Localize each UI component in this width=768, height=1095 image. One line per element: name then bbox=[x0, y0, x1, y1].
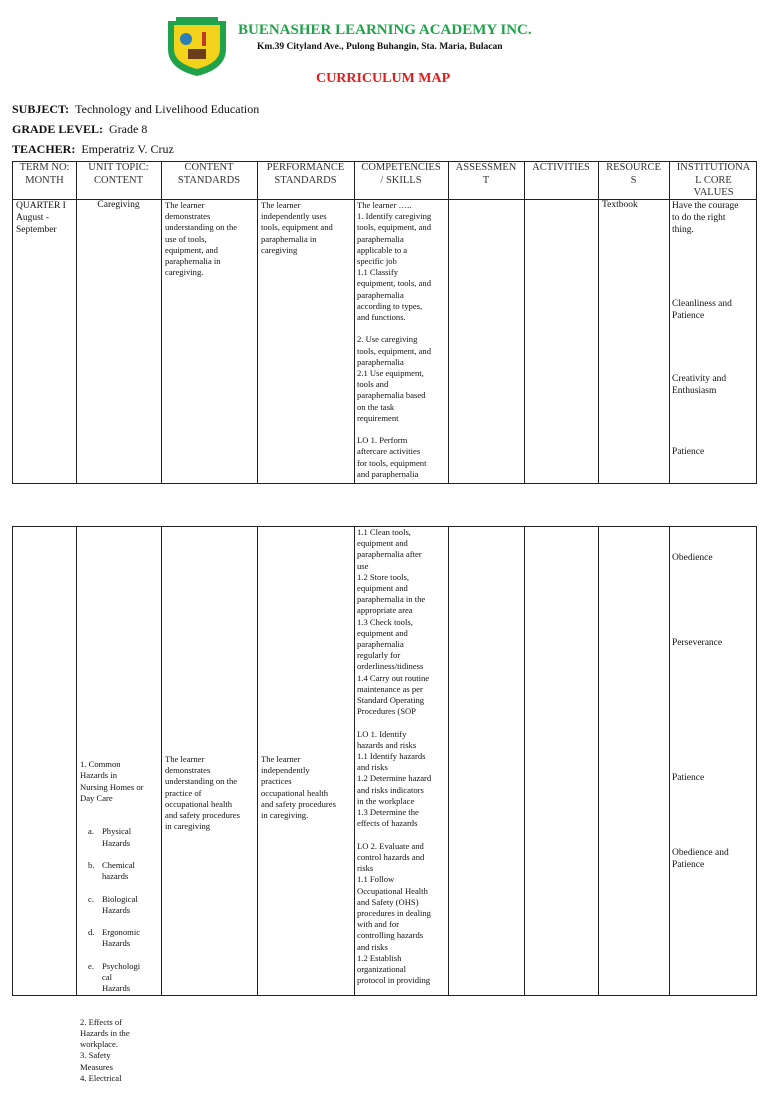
hazard-text: Physical Hazards bbox=[102, 826, 132, 848]
core-value: Obedience bbox=[672, 553, 713, 563]
hazard-item bbox=[80, 826, 144, 848]
subject-line bbox=[12, 102, 259, 117]
hazard-marker: d. bbox=[88, 927, 95, 938]
hazard-item bbox=[80, 860, 144, 882]
core-value: Creativity and Enthusiasm bbox=[672, 374, 727, 396]
hazard-text: Chemical hazards bbox=[102, 860, 135, 882]
hazard-text: Biological Hazards bbox=[102, 893, 138, 915]
topic-intro: 1. Common Hazards in Nursing Homes or Day Care bbox=[80, 759, 144, 803]
header-core-values: INSTITUTIONA L CORE VALUES bbox=[676, 162, 751, 198]
document-title: CURRICULUM MAP bbox=[316, 71, 451, 86]
header-performance-standards: PERFORMANCE STANDARDS bbox=[266, 162, 345, 186]
content-standard-cell: The learner demonstrates understanding on the use of tools, equipment, and paraphernalia in caregiving. bbox=[165, 200, 238, 278]
teacher-value: Emperatriz V. Cruz bbox=[81, 142, 174, 156]
header-term: TERM NO: MONTH bbox=[19, 162, 70, 186]
hazard-marker: a. bbox=[88, 826, 94, 837]
grade-label: GRADE LEVEL: bbox=[12, 122, 104, 136]
curriculum-table-1 bbox=[12, 161, 757, 484]
curriculum-table-2 bbox=[12, 526, 757, 1083]
core-value: Cleanliness and Patience bbox=[672, 299, 732, 321]
topic-cell: Caregiving bbox=[97, 200, 140, 210]
hazard-text: Ergonomic Hazards bbox=[102, 927, 141, 949]
header-resources: RESOURCE S bbox=[606, 162, 661, 186]
header-activities: ACTIVITIES bbox=[532, 162, 590, 173]
competencies-cell: The learner ….. 1. Identify caregiving tools, equipment, and paraphernalia applicable to a specific job 1.1 Classify equipment, tools, and paraphernalia according to types, and functions. 2. Use caregiving tools, equipment, and paraphernalia 2.1 Use equipment, tools and paraphernalia based on the task requirement LO 1. Perform aftercare activities for tools, equipment and paraphernalia bbox=[357, 200, 432, 479]
hazard-marker: b. bbox=[88, 860, 95, 871]
school-logo bbox=[162, 15, 232, 77]
grade-line bbox=[12, 122, 147, 137]
competencies-cell: 1.1 Clean tools, equipment and paraphernalia after use 1.2 Store tools, equipment and paraphernalia in the appropriate area 1.3 Check tools, equipment and paraphernalia regularly for orderliness/tidiness 1.4 Carry out routine maintenance as per Standard Operating Procedures (SOP LO 1. Identify hazards and risks 1.1 Identify hazards and risks 1.2 Determine hazard and risks indicators in the workplace 1.3 Determine the effects of hazards LO 2. Evaluate and control hazards and risks 1.1 Follow Occupational Health and Safety (OHS) procedures in dealing with and for controlling hazards and risks 1.2 Establish organizational protocol in providing bbox=[357, 527, 432, 986]
core-value: Perseverance bbox=[672, 638, 723, 648]
unit-topic-cell bbox=[80, 748, 144, 1095]
subject-value: Technology and Livelihood Education bbox=[75, 102, 260, 116]
hazard-list bbox=[80, 815, 144, 1005]
header-competencies: COMPETENCIES / SKILLS bbox=[361, 162, 441, 186]
subject-label: SUBJECT: bbox=[12, 102, 70, 116]
hazard-text: Psychologi cal Hazards bbox=[102, 960, 141, 994]
school-address: Km.39 Cityland Ave., Pulong Buhangin, Sta. Maria, Bulacan bbox=[257, 42, 503, 52]
header-assessment: ASSESSMEN T bbox=[455, 162, 517, 186]
resources-cell: Textbook bbox=[602, 200, 638, 210]
hazard-item bbox=[80, 961, 144, 995]
core-value: Have the courage to do the right thing. bbox=[672, 201, 739, 235]
header-unit-topic: UNIT TOPIC: CONTENT bbox=[88, 162, 149, 186]
hazard-marker: c. bbox=[88, 893, 94, 904]
core-value: Patience bbox=[672, 773, 705, 783]
hazard-item bbox=[80, 894, 144, 916]
school-name: BUENASHER LEARNING ACADEMY INC. bbox=[238, 22, 532, 38]
core-value: Obedience and Patience bbox=[672, 848, 729, 870]
hazard-item bbox=[80, 927, 144, 949]
content-standard-cell: The learner demonstrates understanding on the practice of occupational health and safety procedures in caregiving bbox=[165, 754, 240, 832]
core-value: Patience bbox=[672, 447, 705, 457]
header-content-standards: CONTENT STANDARDS bbox=[177, 162, 241, 186]
grade-value: Grade 8 bbox=[109, 122, 148, 136]
performance-standard-cell: The learner independently practices occupational health and safety procedures in caregiving. bbox=[261, 754, 336, 821]
hazard-marker: e. bbox=[88, 960, 94, 971]
term-cell: QUARTER I August - September bbox=[16, 201, 66, 235]
performance-standard-cell: The learner independently uses tools, equipment and paraphernalia in caregiving bbox=[261, 200, 333, 255]
topic-outro: 2. Effects of Hazards in the workplace. 3. Safety Measures 4. Electrical bbox=[80, 1016, 130, 1083]
teacher-line bbox=[12, 142, 174, 157]
teacher-label: TEACHER: bbox=[12, 142, 76, 156]
